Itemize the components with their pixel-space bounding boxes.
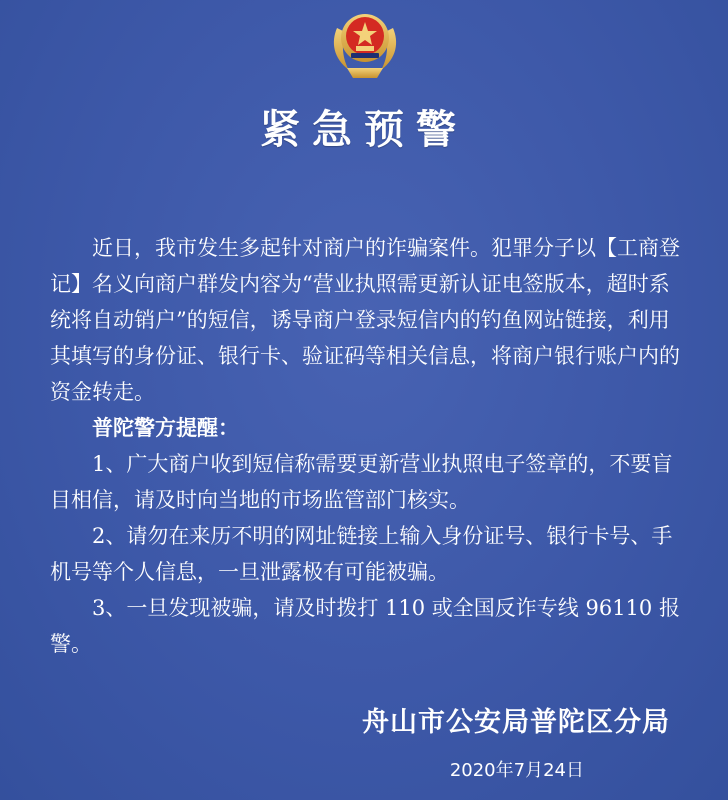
police-emblem-icon [327, 2, 403, 82]
notice-body [50, 230, 690, 662]
issue-date: 2020年7月24日 [449, 760, 584, 781]
reminder-item-3: 3、一旦发现被骗，请及时拨打 110 或全国反诈专线 96110 报警。 [50, 596, 680, 656]
intro-paragraph: 近日，我市发生多起针对商户的诈骗案件。犯罪分子以【工商登记】名义向商户群发内容为“营业执照需更新认证电签版本，超时系统将自动销户”的短信，诱导商户登录短信内的钓鱼网站链接，利用其填写的身份证、银行卡、验证码等相关信息，将商户银行账户内的资金转走。 [50, 236, 680, 404]
issuer-signature: 舟山市公安局普陀区分局 [362, 707, 670, 738]
alert-title: 紧急预警 [260, 106, 468, 153]
reminder-item-2: 2、请勿在来历不明的网址链接上输入身份证号、银行卡号、手机号等个人信息，一旦泄露极有可能被骗。 [50, 524, 673, 584]
reminder-item-1: 1、广大商户收到短信称需要更新营业执照电子签章的，不要盲目相信，请及时向当地的市场监管部门核实。 [50, 452, 673, 512]
reminder-heading: 普陀警方提醒： [92, 415, 239, 440]
